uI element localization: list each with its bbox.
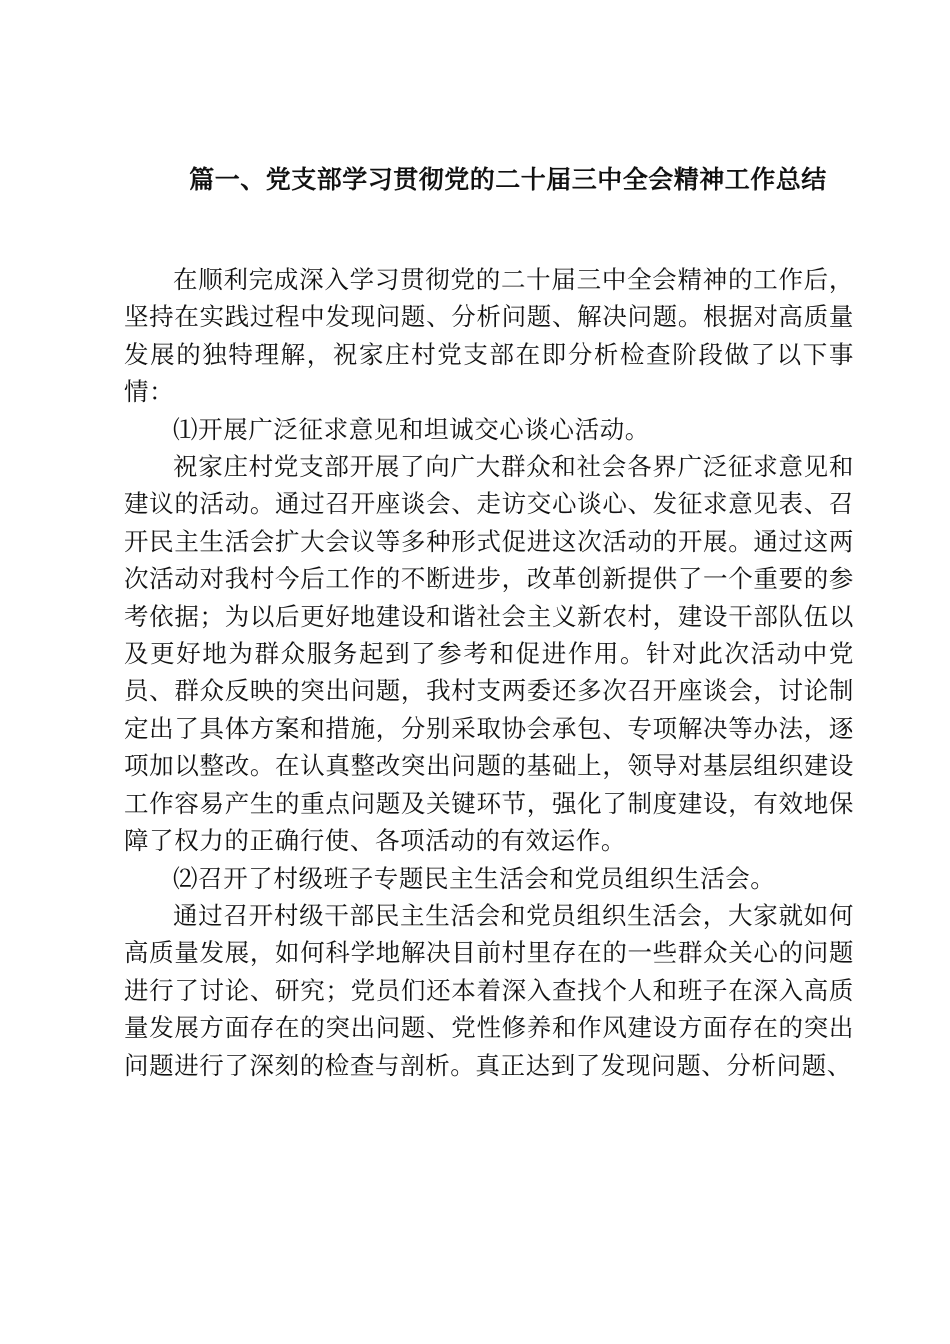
paragraph-item-2-heading: ⑵召开了村级班子专题民主生活会和党员组织生活会。 — [173, 863, 776, 893]
paragraph-item-1-heading: ⑴开展广泛征求意见和坦诚交心谈心活动。 — [173, 414, 650, 444]
document-title: 篇一、党支部学习贯彻党的二十届三中全会精神工作总结 — [189, 165, 827, 194]
paragraph-intro: 在顺利完成深入学习贯彻党的二十届三中全会精神的工作后，坚持在实践过程中发现问题、分析问题、解决问题。根据对高质量发展的独特理解，祝家庄村党支部在即分析检查阶段做了以下事情： — [124, 265, 854, 407]
paragraph-item-1-body: 祝家庄村党支部开展了向广大群众和社会各界广泛征求意见和建议的活动。通过召开座谈会、走访交心谈心、发征求意见表、召开民主生活会扩大会议等多种形式促进这次活动的开展。通过这两次活动对我村今后工作的不断进步，改革创新提供了一个重要的参考依据；为以后更好地建设和谐社会主义新农村，建设干部队伍以及更好地为群众服务起到了参考和促进作用。针对此次活动中党员、群众反映的突出问题，我村支两委还多次召开座谈会，讨论制定出了具体方案和措施，分别采取协会承包、专项解决等办法，逐项加以整改。在认真整改突出问题的基础上，领导对基层组织建设工作容易产生的重点问题及关键环节，强化了制度建设，有效地保障了权力的正确行使、各项活动的有效运作。 — [124, 452, 854, 856]
paragraph-item-2-body: 通过召开村级干部民主生活会和党员组织生活会，大家就如何高质量发展，如何科学地解决目前村里存在的一些群众关心的问题进行了讨论、研究；党员们还本着深入查找个人和班子在深入高质量发展方面存在的突出问题、党性修养和作风建设方面存在的突出问题进行了深刻的检查与剖析。真正达到了发现问题、分析问题、 — [124, 900, 854, 1080]
document-body — [124, 261, 854, 1084]
